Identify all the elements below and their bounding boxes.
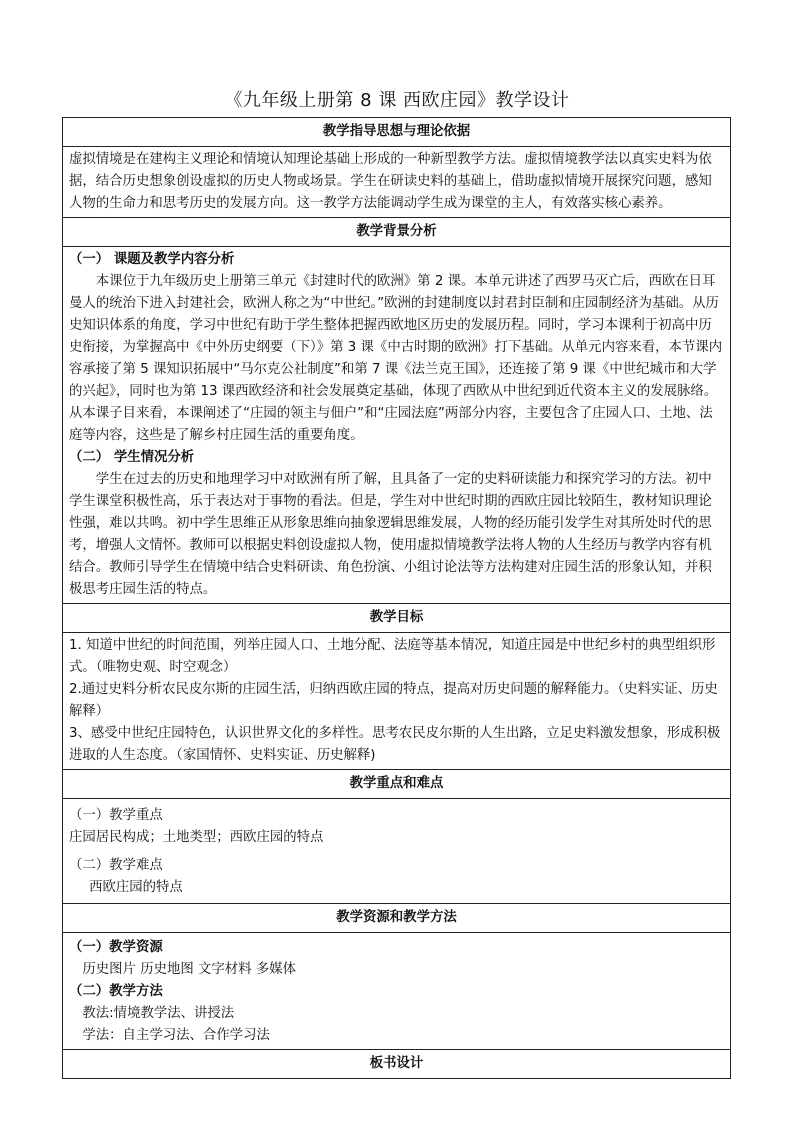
background-subheading-content: （一） 课题及教学内容分析 [69,252,235,267]
section-header-objectives: 教学目标 [63,604,731,633]
keypoints-body-cell [63,799,731,904]
objective-item: 1. 知道中世纪的时间范围，列举庄园人口、土地分配、法庭等基本情况，知道庄园是中世纪乡村的典型组织形式。（唯物史观、时空观念） [69,638,716,675]
key-points-text: 庄园居民构成；土地类型；西欧庄园的特点 [69,830,324,845]
objective-item: 2.通过史料分析农民皮尔斯的庄园生活，归纳西欧庄园的特点，提高对历史问题的解释能力。（史料实证、历史解释） [69,682,718,719]
resources-body-cell [63,933,731,1050]
document-title: 《九年级上册第 8 课 西欧庄园》教学设计 [224,90,570,111]
background-subheading-students: （二） 学生情况分析 [69,450,195,465]
difficulties-text: 西欧庄园的特点 [89,880,183,895]
learning-method-text: 学法：自主学习法、合作学习法 [82,1028,270,1043]
objectives-body-cell [63,633,731,770]
lesson-plan-table [62,117,731,1079]
section-header-guiding: 教学指导思想与理论依据 [63,118,731,147]
section-header-resources: 教学资源和教学方法 [63,904,731,933]
section-header-board: 板书设计 [63,1050,731,1079]
background-body-cell [63,247,731,604]
difficulties-subheading: （二）教学难点 [69,858,163,873]
section-header-background: 教学背景分析 [63,218,731,247]
resources-subheading: （一）教学资源 [69,940,163,955]
methods-subheading: （二）教学方法 [69,984,163,999]
teaching-method-text: 教法:情境教学法、讲授法 [82,1006,235,1021]
objective-item: 3、感受中世纪庄园特色，认识世界文化的多样性。思考农民皮尔斯的人生出路，立足史料激发想象，形成积极进取的人生态度。（家国情怀、史料实证、历史解释) [69,726,721,763]
key-points-subheading: （一）教学重点 [69,808,163,823]
guiding-body-cell [63,147,731,218]
section-header-keypoints: 教学重点和难点 [63,770,731,799]
student-analysis-text: 学生在过去的历史和地理学习中对欧洲有所了解，且具备了一定的史料研读能力和探究学习的方法。初中学生课堂积极性高，乐于表达对于事物的看法。但是，学生对中世纪时期的西欧庄园比较陌生，教材知识理论性强，难以共鸣。初中学生思维正从形象思维向抽象逻辑思维发展，人物的经历能引发学生对其所处时代的思考，增强人文情怀。教师可以根据史料创设虚拟人物，使用虚拟情境教学法将人物的人生经历与教学内容有机结合。教师引导学生在情境中结合史料研读、角色扮演、小组讨论法等方法构建对庄园生活的形象认知，并积极思考庄园生活的特点。 [69,472,712,597]
resources-text: 历史图片 历史地图 文字材料 多媒体 [82,962,297,977]
guiding-text: 虚拟情境是在建构主义理论和情境认知理论基础上形成的一种新型教学方法。虚拟情境教学法以真实史料为依据，结合历史想象创设虚拟的历史人物或场景。学生在研读史料的基础上，借助虚拟情境开展探究问题，感知人物的生命力和思考历史的发展方向。这一教学方法能调动学生成为课堂的主人，有效落实核心素养。 [69,152,712,211]
content-analysis-text: 本课位于九年级历史上册第三单元《封建时代的欧洲》第 2 课。本单元讲述了西罗马灭亡后，西欧在日耳曼人的统治下进入封建社会，欧洲人称之为“中世纪。”欧洲的封建制度以封君封臣制和庄园制经济为基础。从历史知识体系的角度，学习中世纪有助于学生整体把握西欧地区历史的发展历程。同时，学习本课利于初高中历史衔接，为掌握高中《中外历史纲要（下）》第 3 课《中古时期的欧洲》打下基础。从单元内容来看，本节课内容承接了第 5 课知识拓展中“马尔克公社制度”和第 7 课《法兰克王国》，还连接了第 9 课《中世纪城市和大学的兴起》，同时也为第 13 课西欧经济和社会发展奠定基础，体现了西欧从中世纪到近代资本主义的发展脉络。从本课子目来看，本课阐述了“庄园的领主与佃户”和“庄园法庭”两部分内容，主要包含了庄园人口、土地、法庭等内容，这些是了解乡村庄园生活的重要角度。 [69,274,723,443]
